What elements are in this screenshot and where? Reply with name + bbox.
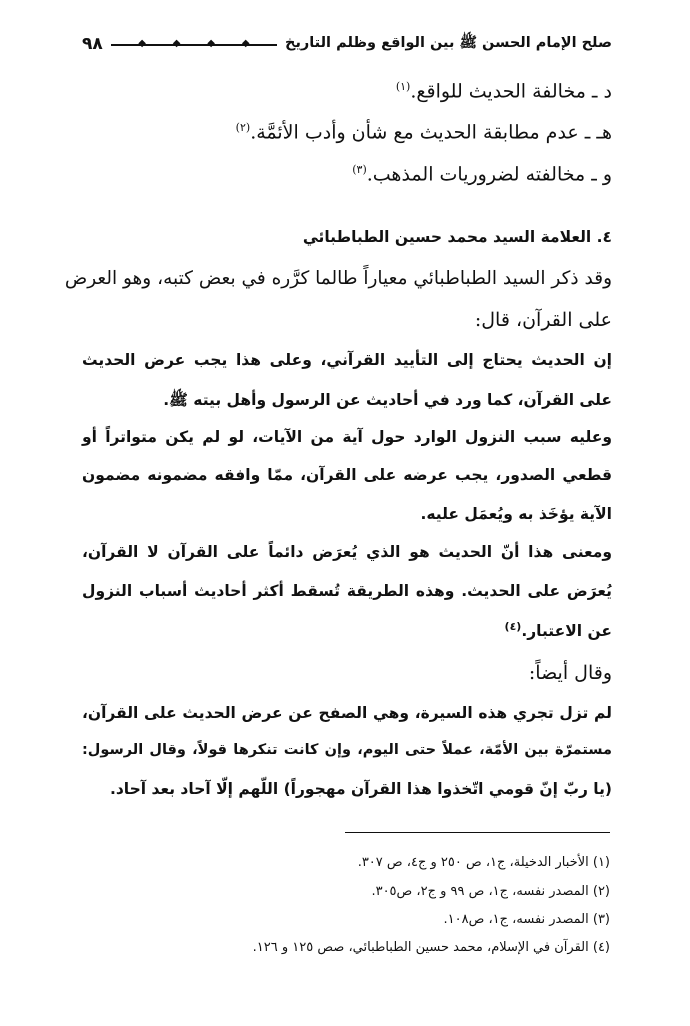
quote-line: (يا ربّ إنّ قومي اتّخذوا هذا القرآن مهجوراً) اللّهم إلّا آحاد بعد آحاد.	[109, 780, 612, 798]
footnote: (٢) المصدر نفسه، ج١، ص ٩٩ و ج٢، ص٣٠٥.	[371, 884, 610, 899]
quote-line: قطعي الصدور، يجب عرضه على القرآن، ممّا وافقه مضمونه مضمون	[82, 466, 612, 484]
footnote-ref: (٢)	[235, 121, 251, 134]
quote-line: ومعنى هذا أنّ الحديث هو الذي يُعرَض دائماً على القرآن لا القرآن،	[82, 543, 612, 561]
section-heading: ٤. العلامة السيد محمد حسين الطباطبائي	[302, 228, 612, 246]
footnote: (٣) المصدر نفسه، ج١، ص١٠٨.	[443, 912, 610, 927]
list-item-text: د ـ مخالفة الحديث للواقع.	[410, 80, 612, 103]
list-item-text: و ـ مخالفته لضروريات المذهب.	[366, 163, 612, 186]
also-said: وقال أيضاً:	[528, 662, 612, 684]
footnote-ref: (١)	[395, 80, 411, 93]
quote-line: وعليه سبب النزول الوارد حول آية من الآيات، لو لم يكن متواتراً أو	[82, 428, 612, 446]
footnote-ref: (٤)	[504, 620, 522, 633]
quote-line: لم تزل تجري هذه السيرة، وهي الصفح عن عرض الحديث على القرآن،	[82, 704, 612, 722]
ornament-dot-icon: ◆	[207, 38, 215, 49]
list-item	[236, 121, 612, 143]
list-item	[352, 163, 612, 185]
main-text	[64, 0, 612, 800]
intro-line: وقد ذكر السيد الطباطبائي معياراً طالما كرَّره في بعض كتبه، وهو العرض	[64, 268, 612, 289]
intro-line: على القرآن، قال:	[474, 309, 612, 331]
quote-line: مستمرّة بين الأمّة، عملاً حتى اليوم، وإن كانت تنكرها قولاً، وقال الرسول:	[82, 742, 612, 758]
footnote: (٤) القرآن في الإسلام، محمد حسين الطباطبائي، صص ١٢٥ و ١٢٦.	[252, 940, 610, 955]
footnote: (١) الأخبار الدخيلة، ج١، ص ٢٥٠ و ج٤، ص ٣٠٧.	[357, 855, 610, 870]
list-item-text: هـ ـ عدم مطابقة الحديث مع شأن وأدب الأئمَّة.	[250, 121, 612, 144]
quote-line: على القرآن، كما ورد في أحاديث عن الرسول وأهل بيته ﷺ.	[163, 391, 612, 409]
ornament-dot-icon: ◆	[138, 38, 146, 49]
quote-line: يُعرَض على الحديث. وهذه الطريقة تُسقط أكثر أحاديث أسباب النزول	[82, 582, 612, 600]
quote-line: إن الحديث يحتاج إلى التأييد القرآني، وعلى هذا يجب عرض الحديث	[82, 351, 612, 369]
footnote-separator	[345, 832, 610, 833]
quote-line	[505, 620, 612, 640]
running-title: صلح الإمام الحسن ﷺ بين الواقع وظلم التاريخ	[285, 34, 612, 51]
page-number: ٩٨	[82, 34, 103, 54]
list-item	[396, 80, 612, 102]
ornament-dot-icon: ◆	[241, 38, 250, 49]
quote-text: عن الاعتبار.	[521, 622, 612, 641]
quote-line: الآية يؤخَذ به ويُعمَل عليه.	[420, 505, 612, 523]
footnote-ref: (٣)	[352, 163, 367, 176]
ornament-dot-icon: ◆	[172, 38, 181, 49]
